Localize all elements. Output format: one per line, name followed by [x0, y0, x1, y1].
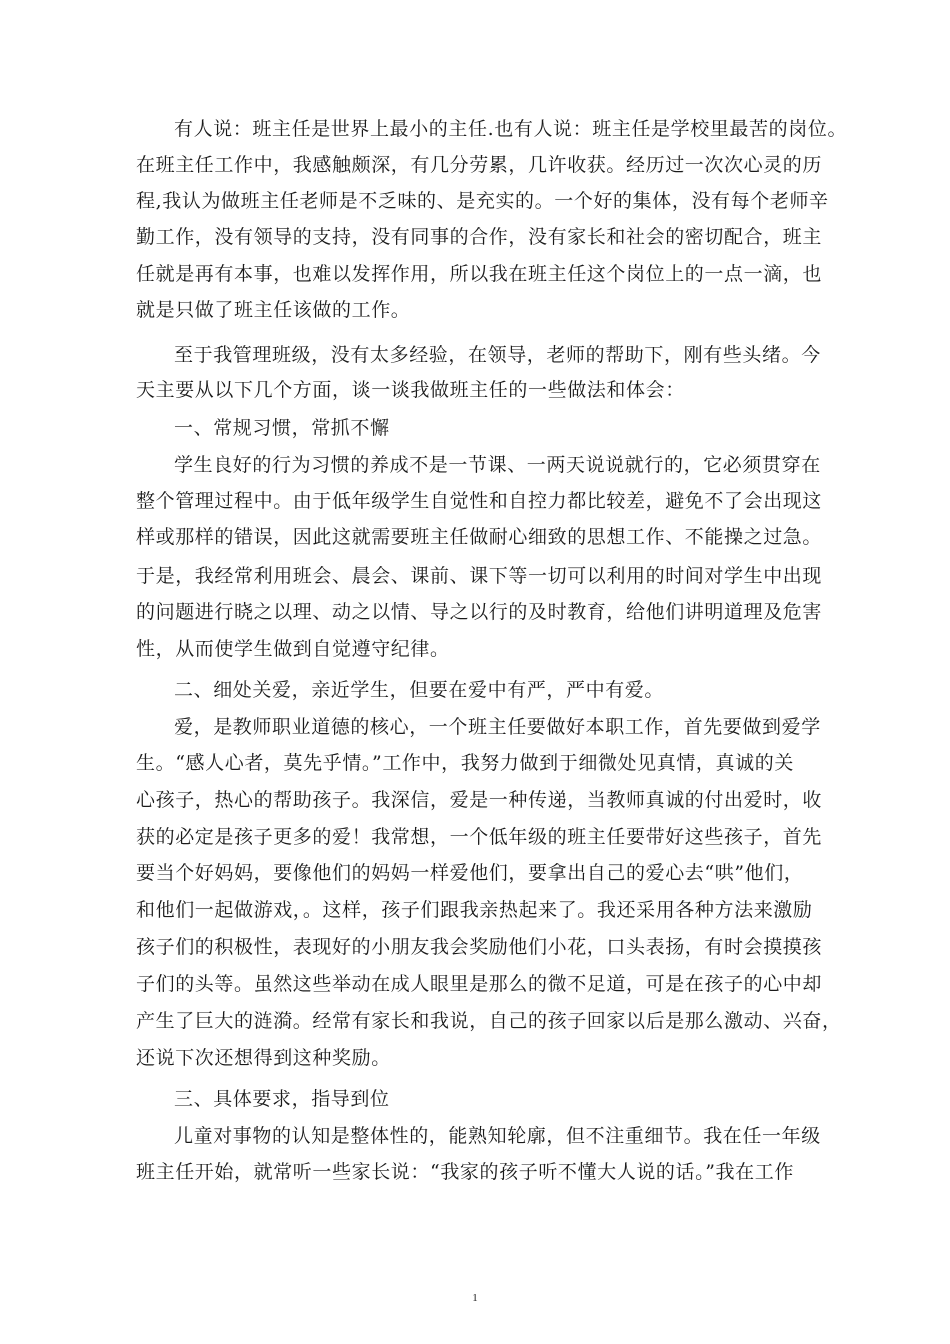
section-heading: 一、常规习惯，常抓不懈	[174, 417, 390, 439]
text-line: 性，从而使学生做到自觉遵守纪律。	[136, 638, 450, 660]
section-heading: 二、细处关爱，亲近学生，但要在爱中有严，严中有爱。	[174, 679, 665, 701]
text-line: 于是，我经常利用班会、晨会、课前、课下等一切可以利用的时间对学生中出现	[136, 565, 823, 587]
section-heading: 三、具体要求，指导到位	[174, 1088, 390, 1110]
text-line: 儿童对事物的认知是整体性的，能熟知轮廓，但不注重细节。我在任一年级	[174, 1125, 821, 1147]
text-line: 还说下次还想得到这种奖励。	[136, 1047, 391, 1069]
text-line: 有人说：班主任是世界上最小的主任.也有人说：班主任是学校里最苦的岗位。	[174, 118, 848, 140]
text-line: 程,我认为做班主任老师是不乏味的、是充实的。一个好的集体，没有每个老师辛	[136, 190, 829, 212]
text-line: 勤工作，没有领导的支持，没有同事的合作，没有家长和社会的密切配合，班主	[136, 226, 823, 248]
text-line: 在班主任工作中，我感触颇深，有几分劳累，几许收获。经历过一次次心灵的历	[136, 154, 823, 176]
page-number: 1	[472, 1292, 478, 1304]
text-line: 产生了巨大的涟漪。经常有家长和我说，自己的孩子回家以后是那么激动、兴奋，	[136, 1010, 842, 1032]
text-line: 获的必定是孩子更多的爱！我常想，一个低年级的班主任要带好这些孩子，首先	[136, 826, 823, 848]
text-line: 心孩子，热心的帮助孩子。我深信，爱是一种传递，当教师真诚的付出爱时，收	[136, 789, 823, 811]
text-line: 和他们一起做游戏，。这样，孩子们跟我亲热起来了。我还采用各种方法来激励	[136, 899, 813, 921]
text-line: 要当个好妈妈，要像他们的妈妈一样爱他们，要拿出自己的爱心去“哄”他们，	[136, 862, 804, 884]
text-line: 样或那样的错误，因此这就需要班主任做耐心细致的思想工作、不能操之过急。	[136, 526, 823, 548]
text-line: 爱，是教师职业道德的核心，一个班主任要做好本职工作，首先要做到爱学	[174, 716, 821, 738]
text-line: 任就是再有本事，也难以发挥作用，所以我在班主任这个岗位上的一点一滴，也	[136, 263, 823, 285]
text-line: 的问题进行晓之以理、动之以情、导之以行的及时教育，给他们讲明道理及危害	[136, 601, 823, 623]
text-line: 孩子们的积极性，表现好的小朋友我会奖励他们小花，口头表扬，有时会摸摸孩	[136, 936, 823, 958]
text-line: 班主任开始，就常听一些家长说：“我家的孩子听不懂大人说的话。”我在工作	[136, 1161, 794, 1183]
text-line: 生。“感人心者，莫先乎情。”工作中，我努力做到于细微处见真情，真诚的关	[136, 752, 794, 774]
text-line: 学生良好的行为习惯的养成不是一节课、一两天说说就行的，它必须贯穿在	[174, 454, 821, 476]
text-line: 至于我管理班级，没有太多经验，在领导，老师的帮助下，刚有些头绪。今	[174, 344, 821, 366]
text-line: 整个管理过程中。由于低年级学生自觉性和自控力都比较差，避免不了会出现这	[136, 490, 823, 512]
text-line: 就是只做了班主任该做的工作。	[136, 299, 411, 321]
text-line: 天主要从以下几个方面，谈一谈我做班主任的一些做法和体会：	[136, 379, 685, 401]
text-line: 子们的头等。虽然这些举动在成人眼里是那么的微不足道，可是在孩子的心中却	[136, 973, 823, 995]
